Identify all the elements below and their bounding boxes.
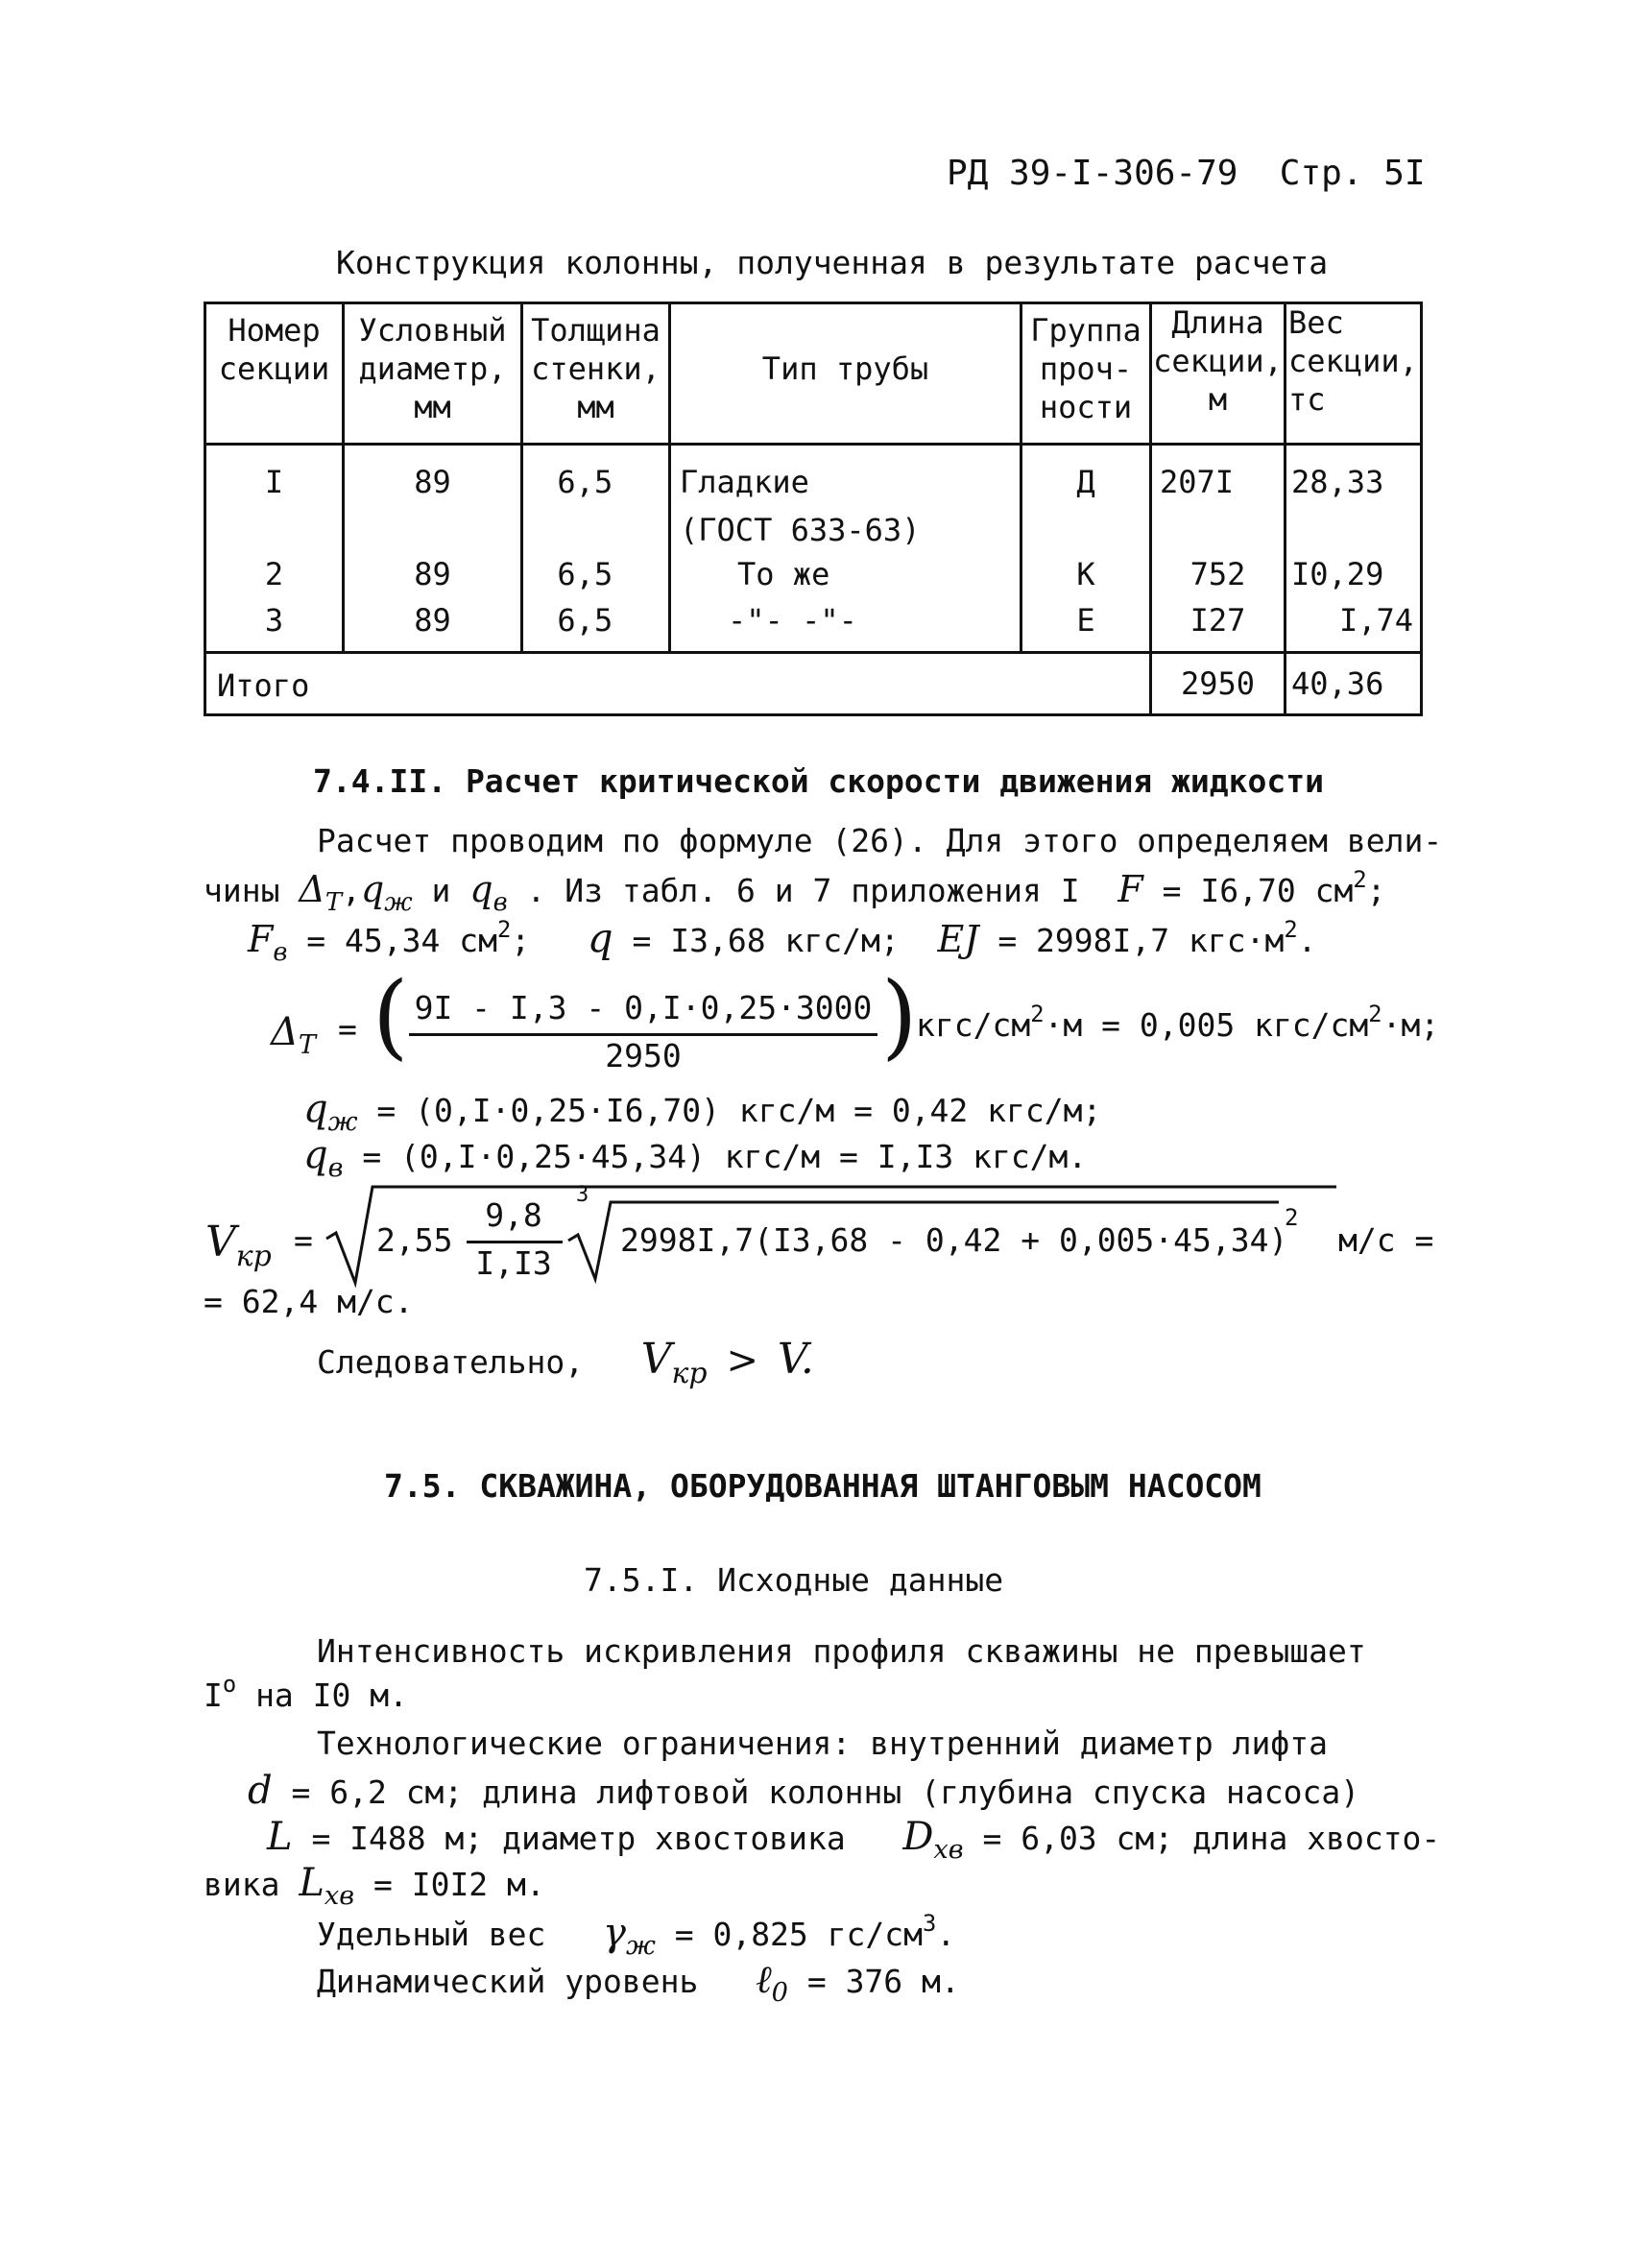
cell-pipe-type (680, 463, 1016, 549)
cell-section-weight: I,74 (1338, 602, 1413, 639)
text: = 2998I,7 кгс·м (997, 922, 1285, 959)
section-title-7-5-1: 7.5.I. Исходные данные (584, 1561, 1004, 1599)
symbol-level (755, 1958, 788, 2009)
equation-result: = 62,4 м/с. (204, 1283, 414, 1320)
header-line: стенки, (531, 350, 661, 387)
table-border-bottom (204, 713, 1423, 716)
root-index: 3 (576, 1183, 589, 1207)
table-caption: Конструкция колонны, полученная в результате расчета (336, 244, 1329, 281)
cell-line: (ГОСТ 633-63) (680, 512, 921, 548)
symbol-L-tail (299, 1861, 355, 1912)
column-header-section-length (1152, 303, 1284, 419)
symbol-glyph: V (640, 1335, 672, 1384)
header-line: тс (1288, 381, 1326, 418)
equation-q-liquid (303, 1087, 1102, 1138)
cell-section-number: 3 (264, 602, 284, 639)
text: Следовательно, (317, 1343, 585, 1381)
text: и (431, 872, 451, 909)
symbol-delta (299, 868, 343, 917)
fraction-numerator: 9I - I,3 - 0,I·0,25·3000 (414, 989, 873, 1026)
symbol-delta (271, 1010, 317, 1061)
symbol-q-liquid (303, 1087, 358, 1138)
paragraph-line (248, 1769, 1359, 1813)
page-number: 5I (1383, 154, 1426, 193)
text: = I3,68 кгс/м; (632, 922, 900, 959)
symbol-glyph: q (360, 868, 385, 910)
subscript: хв (933, 1835, 964, 1866)
cell-strength-group: Д (1076, 464, 1095, 500)
symbol-glyph: Δ (271, 1010, 299, 1054)
paragraph-line (204, 1671, 409, 1714)
text: = 0,825 гс/см (674, 1916, 923, 1953)
subscript: ж (625, 1931, 656, 1962)
close-paren: ) (881, 962, 918, 1070)
unit: м/с = (1338, 1221, 1434, 1259)
cell-section-length: 752 (1189, 556, 1246, 592)
header-line: Номер (228, 312, 321, 349)
page-label: Стр. (1279, 154, 1363, 193)
header-line: диаметр, (358, 350, 507, 387)
paragraph-line (317, 1910, 956, 1962)
header-line: мм (577, 389, 614, 425)
subscript: T (324, 887, 343, 917)
text: на I0 м. (255, 1677, 409, 1714)
conclusion-line (317, 1335, 814, 1391)
superscript: 3 (923, 1910, 937, 1938)
paragraph-line (248, 914, 1317, 967)
header-line: Тип трубы (761, 350, 929, 387)
symbol-q-liquid (360, 868, 413, 917)
symbol-EJ: EJ (937, 918, 979, 960)
symbol-glyph: F (248, 918, 274, 960)
header-line: м (1208, 381, 1228, 418)
subscript: в (327, 1153, 344, 1184)
text: = 6,03 см; длина хвосто- (982, 1820, 1441, 1857)
cell-section-number: 2 (264, 556, 284, 592)
paragraph-line (204, 1861, 545, 1912)
fraction-bar (467, 1241, 563, 1243)
header-line: Вес (1288, 304, 1344, 341)
text: ; (1366, 872, 1386, 909)
symbol-L: L (267, 1815, 293, 1859)
greater-than: > (726, 1339, 758, 1383)
cell-pipe-type: То же (737, 556, 830, 592)
paragraph-line: Интенсивность искривления профиля скважины не превышает (317, 1632, 1366, 1670)
text: = 6,2 см; длина лифтовой колонны (глубина спуска насоса) (291, 1773, 1360, 1811)
text: = I488 м; диаметр хвостовика (311, 1820, 846, 1857)
text: = 45,34 см (306, 922, 497, 959)
table-total-divider (204, 651, 1423, 654)
text: . (1297, 922, 1317, 959)
symbol-v: V. (777, 1335, 814, 1384)
cell-strength-group: К (1076, 556, 1095, 592)
subscript: в (273, 937, 288, 967)
header-line: мм (414, 389, 451, 425)
cell-value: 6,5 (557, 464, 613, 500)
symbol-q-air (303, 1133, 344, 1184)
table-border-right (1420, 302, 1423, 716)
text: кгс/см (916, 1006, 1031, 1044)
superscript: 2 (1030, 1001, 1045, 1028)
cell-section-weight: 28,33 (1291, 464, 1384, 500)
cell-section-number: I (264, 464, 284, 500)
subscript: кр (235, 1240, 272, 1274)
header-line: Длина (1171, 304, 1264, 341)
text: I (204, 1677, 223, 1714)
paragraph-line (267, 1815, 1441, 1866)
superscript: 2 (1353, 866, 1367, 894)
symbol-F: F (1117, 868, 1143, 910)
superscript: 2 (496, 916, 512, 944)
symbol-glyph: q (469, 868, 493, 910)
page-header (947, 154, 1426, 193)
cell-pipe-type: -"- -"- (728, 602, 857, 639)
subscript: ж (384, 887, 413, 917)
header-line: секции, (1288, 343, 1418, 379)
cell-value: 6,5 (557, 556, 613, 592)
text: ; (511, 922, 531, 959)
column-design-table (204, 302, 1423, 716)
column-header-diameter (345, 311, 520, 426)
cell-strength-group: Е (1076, 602, 1095, 639)
cell-line: Гладкие (680, 464, 809, 500)
symbol-v-critical (205, 1218, 272, 1274)
equals-sign: = (338, 1010, 357, 1048)
table-col-divider (1284, 302, 1286, 716)
header-line: Условный (358, 312, 507, 349)
symbol-glyph: V (205, 1218, 236, 1267)
paragraph-line: Технологические ограничения: внутренний диаметр лифта (317, 1725, 1328, 1762)
section-title-7-4-11: 7.4.II. Расчет критической скорости движения жидкости (313, 762, 1324, 800)
cell-diameter: 89 (414, 464, 451, 500)
column-header-section-weight (1288, 303, 1420, 419)
text: вика (204, 1866, 280, 1903)
coefficient: 2,55 (376, 1221, 453, 1259)
text: . (936, 1916, 956, 1953)
symbol-glyph: γ (603, 1911, 626, 1955)
cell-section-length: 207I (1160, 464, 1235, 500)
total-weight: 40,36 (1291, 665, 1384, 702)
document-id: РД 39-I-306-79 (947, 154, 1238, 193)
column-header-pipe-type (671, 350, 1020, 388)
cell-wall-thickness (523, 601, 668, 639)
header-line: Толщина (531, 312, 661, 349)
cell-wall-thickness (523, 555, 668, 593)
text: = I6,70 см (1162, 872, 1354, 909)
symbol-glyph: ℓ (755, 1958, 772, 2002)
superscript: 2 (1284, 916, 1298, 944)
symbol-D-tail (902, 1815, 964, 1866)
cell-diameter: 89 (414, 602, 451, 639)
paragraph-line: чины $\Delta_T,q_ж$ и $q_в$ . Из табл. 6 и 7 приложения I F = I6,70 $см^2$; (204, 866, 1386, 917)
total-label: Итого (217, 667, 310, 704)
text: = (0,I·0,25·I6,70) кгс/м = 0,42 кгс/м; (376, 1092, 1102, 1129)
radicand: 2998I,7(I3,68 - 0,42 + 0,005·45,34) (620, 1221, 1288, 1259)
header-line: проч- (1039, 350, 1133, 387)
section-title-7-5: 7.5. СКВАЖИНА, ОБОРУДОВАННАЯ ШТАНГОВЫМ НАСОСОМ (384, 1467, 1262, 1505)
text: чины (204, 872, 280, 909)
fraction-bar (409, 1033, 877, 1036)
equation-q-air (303, 1133, 1088, 1184)
symbol-glyph: Δ (299, 868, 325, 910)
subscript: T (298, 1030, 317, 1061)
open-paren: ( (372, 962, 409, 1070)
symbol-q: q (587, 914, 613, 961)
text: Динамический уровень (317, 1963, 699, 2000)
text: = (0,I·0,25·45,34) кгс/м = I,I3 кгс/м. (362, 1138, 1088, 1175)
cell-value: 6,5 (557, 602, 613, 639)
header-line: секции (218, 350, 330, 387)
total-length: 2950 (1180, 665, 1256, 702)
equation-tail (916, 1001, 1440, 1044)
subscript: хв (324, 1881, 355, 1912)
cell-diameter: 89 (414, 556, 451, 592)
header-line: ности (1039, 389, 1133, 425)
symbol-gamma (603, 1911, 656, 1962)
column-header-section-number (206, 311, 342, 388)
table-header-divider (204, 443, 1423, 446)
text: . Из табл. 6 и 7 приложения I (526, 872, 1080, 909)
symbol-glyph: D (902, 1815, 934, 1859)
subscript: ж (327, 1107, 358, 1138)
text: Удельный вес (317, 1916, 546, 1953)
fraction-denominator: I,I3 (475, 1244, 552, 1282)
subscript: в (493, 887, 508, 917)
text: = I0I2 м. (372, 1866, 545, 1903)
text: ·м = 0,005 кгс/см (1044, 1006, 1369, 1044)
exponent: 2 (1285, 1204, 1299, 1231)
superscript: 2 (1368, 1001, 1382, 1028)
column-header-wall-thickness (523, 311, 668, 426)
subscript: 0 (771, 1978, 788, 2009)
paragraph-line (317, 1957, 960, 2009)
cell-section-weight: I0,29 (1291, 556, 1384, 592)
fraction-denominator: 2950 (605, 1037, 682, 1074)
symbol-glyph: q (303, 1087, 328, 1131)
symbol-q-air (469, 868, 508, 917)
fraction-numerator: 9,8 (485, 1196, 542, 1234)
symbol-glyph: L (299, 1861, 324, 1905)
equals-sign: = (294, 1221, 313, 1259)
paragraph-line: Расчет проводим по формуле (26). Для этого определяем вели- (317, 822, 1443, 859)
symbol-v-critical (640, 1335, 708, 1391)
header-line: Группа (1030, 312, 1141, 349)
text: ·м; (1382, 1006, 1440, 1044)
subscript: кр (671, 1357, 708, 1391)
symbol-F-air (248, 918, 288, 967)
text: = 376 м. (806, 1963, 960, 2000)
symbol-d: d (248, 1769, 273, 1813)
header-line: секции, (1153, 343, 1283, 379)
column-header-strength-group (1022, 311, 1149, 426)
degree-sign: o (222, 1671, 237, 1699)
cell-section-length: I27 (1189, 602, 1246, 639)
symbol-glyph: q (303, 1133, 328, 1177)
cell-wall-thickness (523, 463, 668, 501)
